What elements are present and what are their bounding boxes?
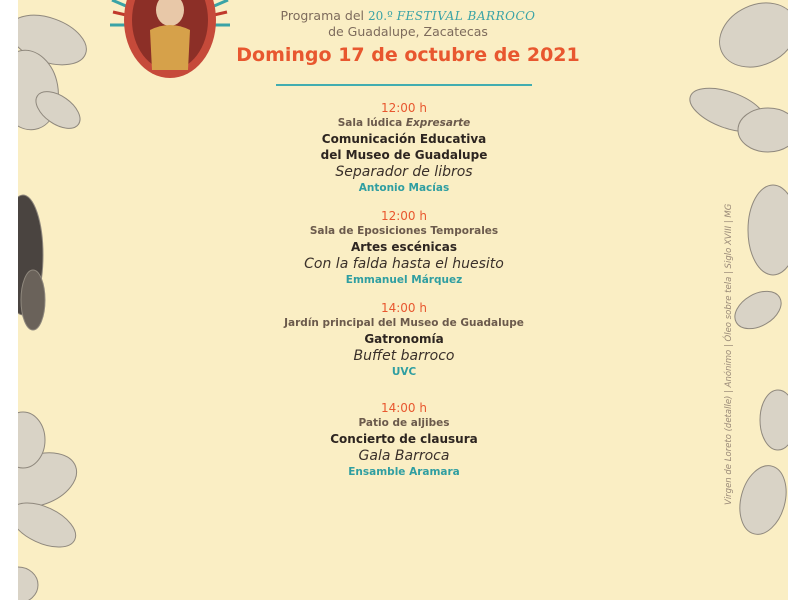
event-venue: Sala de Eposiciones Temporales (309, 225, 499, 237)
event-item (204, 101, 604, 195)
event-title: Separador de libros (335, 164, 473, 180)
header-line-2: de Guadalupe, Zacatecas (328, 24, 488, 39)
event-category: Concierto de clausura (330, 432, 478, 446)
event-time: 12:00 h (380, 101, 427, 115)
header-line-1: Programa del 20.º FESTIVAL BARROCO (280, 8, 536, 23)
header-text (248, 8, 568, 39)
festival-name: FESTIVAL BARROCO (396, 9, 536, 23)
event-item (204, 401, 604, 479)
event-list (204, 101, 604, 493)
event-title: Con la falda hasta el huesito (304, 256, 504, 272)
event-category: Gatronomía (364, 332, 444, 346)
event-venue: Patio de aljibes (358, 417, 450, 429)
virgin-portrait-image (110, 0, 230, 80)
event-person: Ensamble Aramara (348, 466, 460, 478)
event-time: 14:00 h (380, 401, 427, 415)
event-person: Emmanuel Márquez (345, 274, 463, 286)
event-venue: Jardín principal del Museo de Guadalupe (284, 317, 524, 329)
festival-number: 20.º (367, 9, 393, 23)
event-category-line-2: del Museo de Guadalupe (320, 148, 488, 162)
program-date: Domingo 17 de octubre de 2021 (236, 44, 580, 66)
event-category: Artes escénicas (351, 240, 457, 254)
header-divider (276, 84, 532, 86)
event-item (204, 209, 604, 287)
event-title: Gala Barroca (358, 448, 450, 464)
event-category: Comunicación Educativa (321, 132, 487, 146)
right-flower-decoration (688, 0, 788, 600)
event-item (204, 301, 604, 379)
left-flower-decoration (18, 0, 98, 600)
artwork-caption: Virgen de Loreto (detalle) | Anónimo | Óleo sobre tela | Siglo XVIII | MG (724, 203, 734, 505)
event-time: 14:00 h (380, 301, 427, 315)
program-page (18, 0, 788, 600)
event-person: UVC (391, 366, 417, 378)
event-venue: Sala lúdica Expresarte (337, 117, 471, 129)
event-title: Buffet barroco (353, 348, 455, 364)
event-person: Antonio Macías (358, 182, 450, 194)
event-time: 12:00 h (380, 209, 427, 223)
